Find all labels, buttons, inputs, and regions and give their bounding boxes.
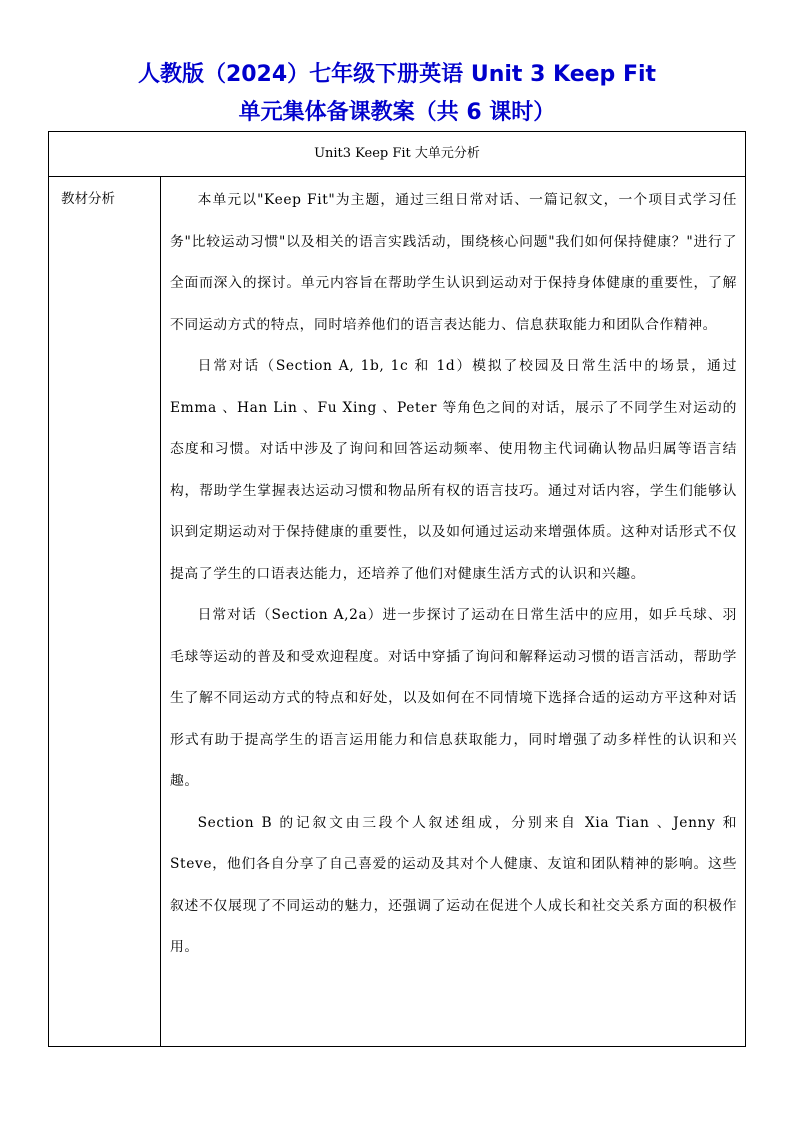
analysis-content — [162, 177, 745, 1046]
row-label-textbook-analysis: 教材分析 — [49, 177, 161, 1046]
analysis-paragraph-1: 本单元以"Keep Fit"为主题，通过三组日常对话、一篇记叙文，一个项目式学习任务"比较运动习惯"以及相关的语言实践活动，围绕核心问题"我们如何保持健康？"进行了全面而深入的探讨。单元内容旨在帮助学生认识到运动对于保持身体健康的重要性，了解不同运动方式的特点，同时培养他们的语言表达能力、信息获取能力和团队合作精神。 — [170, 192, 737, 333]
document-title — [0, 56, 794, 132]
analysis-paragraph-3: 日常对话（Section A,2a）进一步探讨了运动在日常生活中的应用，如乒乓球、羽毛球等运动的普及和受欢迎程度。对话中穿插了询问和解释运动习惯的语言活动，帮助学生了解不同运动方式的特点和好处，以及如何在不同情境下选择合适的运动方平这种对话形式有助于提高学生的语言运用能力和信息获取能力，同时增强了动多样性的认识和兴趣。 — [170, 607, 737, 789]
table-header: Unit3 Keep Fit 大单元分析 — [49, 132, 745, 177]
title-line-1: 人教版（2024）七年级下册英语 Unit 3 Keep Fit — [137, 62, 657, 87]
title-line-2: 单元集体备课教案（共 6 课时） — [238, 100, 556, 125]
analysis-paragraph-2: 日常对话（Section A, 1b, 1c 和 1d）模拟了校园及日常生活中的场景，通过 Emma 、Han Lin 、Fu Xing 、Peter 等角色之间的对话，展示了不同学生对运动的态度和习惯。对话中涉及了询问和回答运动频率、使用物主代词确认物品归属等语言结构，帮助学生掌握表达运动习惯和物品所有权的语言技巧。通过对话内容，学生们能够认识到定期运动对于保持健康的重要性，以及如何通过运动来增强体质。这种对话形式不仅提高了学生的口语表达能力，还培养了他们对健康生活方式的认识和兴趣。 — [170, 358, 737, 582]
lesson-plan-table — [48, 131, 746, 1047]
analysis-paragraph-4: Section B 的记叙文由三段个人叙述组成，分别来自 Xia Tian 、Jenny 和 Steve，他们各自分享了自己喜爱的运动及其对个人健康、友谊和团队精神的影响。这些叙述不仅展现了不同运动的魅力，还强调了运动在促进个人成长和社交关系方面的积极作用。 — [170, 814, 737, 955]
